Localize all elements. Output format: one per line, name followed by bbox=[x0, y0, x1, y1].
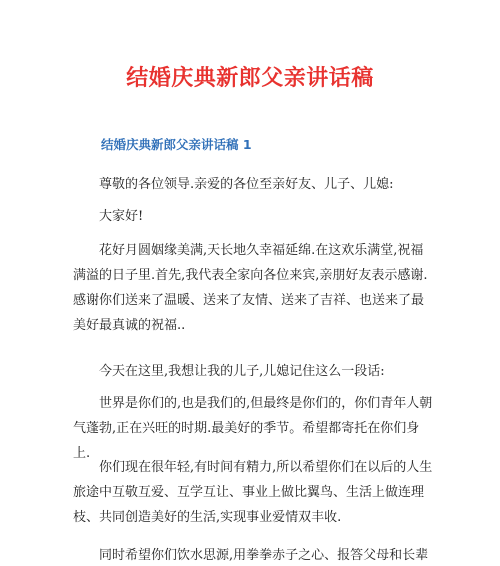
paragraph-thanks: 花好月圆姻缘美满,天长地久幸福延绵.在这欢乐满堂,祝福满溢的日子里.首先,我代表全家向各位来宾,亲朋好友表示感谢.感谢你们送来了温暖、送来了友情、送来了吉祥、也送来了最美好最真诚的祝福.. bbox=[73, 243, 428, 333]
paragraph-greeting: 尊敬的各位领导.亲爱的各位至亲好友、儿子、儿媳: bbox=[99, 177, 394, 192]
document-title: 结婚庆典新郎父亲讲话稿 bbox=[126, 66, 374, 91]
section-heading: 结婚庆典新郎父亲讲话稿 1 bbox=[101, 137, 252, 152]
paragraph-hello: 大家好! bbox=[99, 209, 144, 224]
paragraph-gratitude: 同时希望你们饮水思源,用拳拳赤子之心、报答父母和长辈 bbox=[99, 548, 429, 563]
paragraph-remember: 今天在这里,我想让我的儿子,儿媳记住这么一段话: bbox=[99, 364, 385, 379]
paragraph-world: 世界是你们的,也是我们的,但最终是你们的，你们青年人朝气蓬勃,正在兴旺的时期.最美好的季节。希望都寄托在你们身上. bbox=[73, 396, 433, 461]
paragraph-young: 你们现在很年轻,有时间有精力,所以希望你们在以后的人生旅途中互敬互爱、互学互让、事业上做比翼鸟、生活上做连理枝、共同创造美好的生活,实现事业爱情双丰收. bbox=[73, 460, 433, 525]
